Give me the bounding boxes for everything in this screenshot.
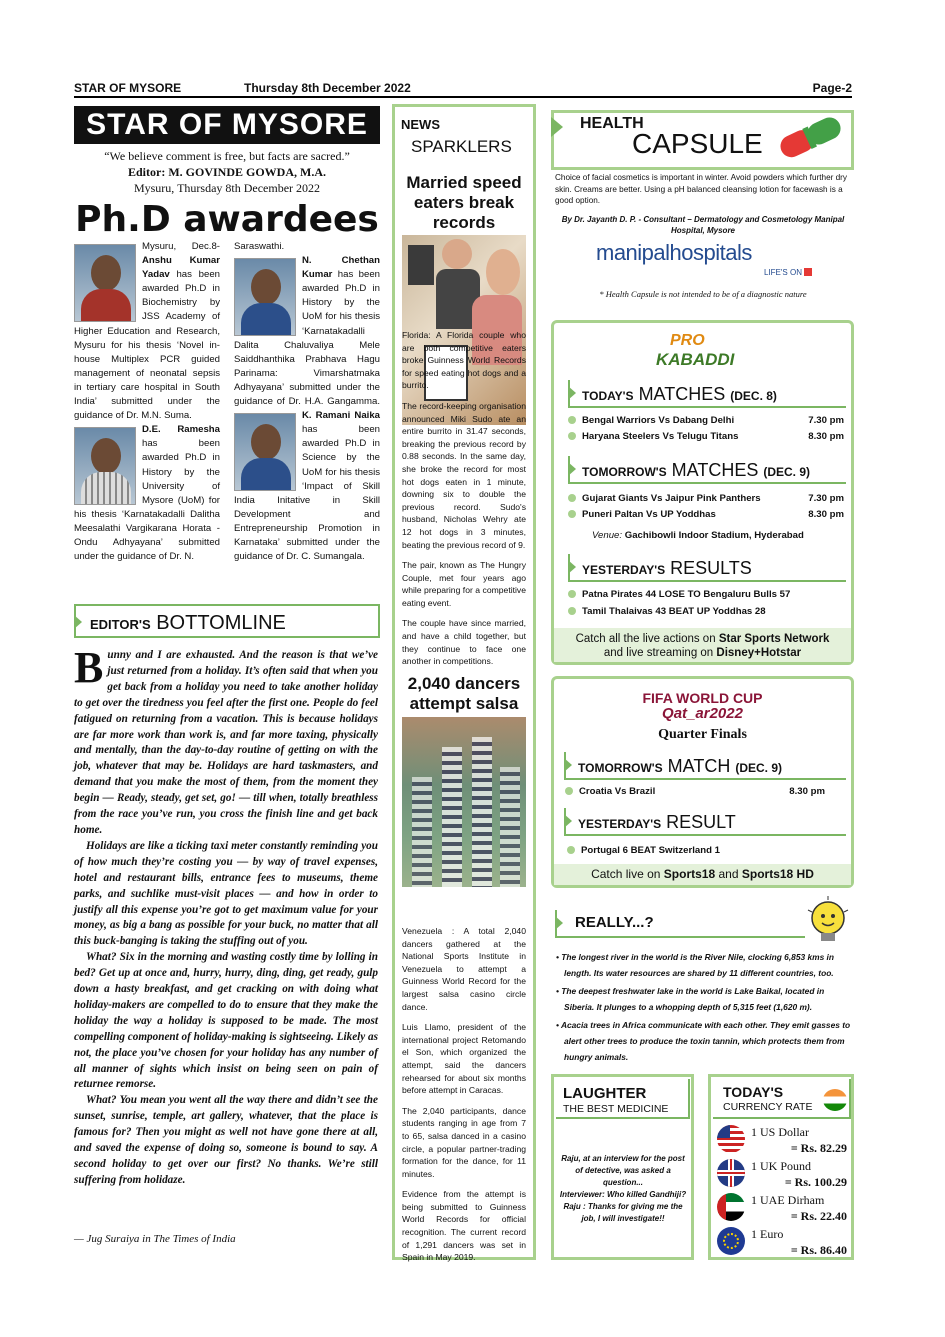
editorial-p4: What? You mean you went all the way there and didn’t see the sunset, sunrise, temple, art gallery, whatever, that the place is famous for? Then you might as well not have gone there at all, and saved the expense of doing so, someone is bound to say. A second holiday to get over our first? No thanks. We’re still suffering from holidaze. — [74, 1094, 378, 1186]
editorial-p1: unny and I are exhausted. And the reason is that we’ve just returned from a holiday. It’s often said that when you get back from a holiday you need to take another holiday to get over the tiredness you feel after the first one. People do feel fatigued on returning from a vacation. This is because holidays are far more work than work is, and far more taxing, physically and mentally, than the day-to-day routine of getting on with the job, whatever that may be. Holidays are hard taskmasters, and demand that you make the most of them, from the moment they begin — Ready, steady, get set, go! — till when, totally breathless from the race you’ve run, you cross the finish line and get back home. — [74, 649, 378, 836]
manipal-tagline: LIFE'S ON — [764, 268, 812, 277]
sparklers-head-1: NEWS — [401, 117, 440, 132]
phd-col-2 — [234, 240, 380, 564]
result-1: Patna Pirates 44 LOSE TO Bengaluru Bulls 57 — [568, 589, 790, 600]
manipal-logo: manipalhospitals — [596, 240, 752, 265]
fifa-result: Portugal 6 BEAT Switzerland 1 — [567, 845, 720, 856]
today-matches-header: TODAY'S MATCHES (DEC. 8) — [568, 380, 846, 408]
story1-title: Married speed eaters break records — [406, 173, 522, 232]
today-match-1: Bengal Warriors Vs Dabang Delhi 7.30 pm — [568, 415, 844, 426]
really-item-1: • The longest river in the world is the River Nile, clocking 6,853 kms in length. Its water resources are shared by 11 different countries, too. — [556, 952, 834, 978]
dropcap: B — [74, 643, 104, 692]
fifa-stage: Quarter Finals — [658, 727, 747, 742]
today-match-2: Haryana Steelers Vs Telugu Titans 8.30 pm — [568, 431, 844, 442]
story1-p4: The couple have since married, and have a child together, but they continue to face one another in competitions. — [402, 618, 526, 667]
health-head-2: CAPSULE — [632, 128, 763, 159]
photo-ramani — [234, 413, 296, 491]
phd-col-1 — [74, 240, 220, 564]
phd-name-4: K. Ramani Naika — [302, 410, 380, 422]
news-sparklers — [392, 104, 536, 1263]
rate-value-3: = Rs. 22.40 — [790, 1209, 847, 1223]
tomorrow-match-1: Gujarat Giants Vs Jaipur Pink Panthers 7.30 pm — [568, 493, 844, 504]
phd-text-0: Saraswathi. — [234, 241, 285, 252]
story1-body — [402, 329, 526, 676]
phd-name-3: N. Chethan Kumar — [302, 255, 380, 281]
editorial-signature: — Jug Suraiya in The Times of India — [74, 1233, 236, 1245]
photo-ramesha — [74, 427, 136, 505]
really-item-3: • Acacia trees in Africa communicate with each other. They emit gasses to alert other trees to produce the toxin tannin, which protects them from hungry animals. — [556, 1020, 851, 1062]
phd-text-3: has been awarded Ph.D in History by the UoM for his thesis ‘Karnatakadalli Dalita Chaluvaliya Mele Saiddhanthika Prabhava Hagu Parinama: Vimarshatmaka Adhyayana’ submitted under the guidance of Dr. H.A. Gangamma. — [234, 269, 380, 408]
joke: Raju, at an interview for the post of detective, was asked a question... Interviewer: Who killed Gandhiji? Raju : Thanks for giving me the job, I will investigate!! — [559, 1154, 687, 1223]
rate-value-1: = Rs. 82.29 — [790, 1141, 847, 1155]
rate-name-3: 1 UAE Dirham — [751, 1193, 825, 1207]
photo-anshu — [74, 244, 136, 322]
page-header — [74, 80, 852, 98]
triangle-icon — [74, 615, 82, 629]
eu-flag-icon — [717, 1227, 745, 1255]
story2-p2: Luis Llamo, president of the international project Retomando el Son, which organized the attempt, said the dancers rehearsed for about six months before attempt in Caracas. — [402, 1022, 526, 1096]
currency-box — [708, 1074, 854, 1260]
fifa-tomorrow-header: TOMORROW'S MATCH (DEC. 9) — [564, 752, 846, 780]
really-list — [556, 950, 852, 1068]
photo-chethan — [234, 258, 296, 336]
story1-p3: The pair, known as The Hungry Couple, met four years ago while preparing for a competitive eating event. — [402, 560, 526, 608]
phd-headline: Ph.D awardees — [75, 199, 379, 240]
story1-p2: The record-keeping organisation announced Miki Sudo ate an entire burrito in 31.47 seconds, breaking the previous record by 0.88 seconds. In the same day, she broke the record for most hot dogs eaten in 1 minute, downing six to double the previous record. Sudo's husband, Nicholas Wehry ate 12 hot dogs in 3 minutes, beating the previous record of 9. — [402, 400, 526, 550]
really-item-2: • The deepest freshwater lake in the world is Lake Baikal, located in Siberia. It plunges to a whopping depth of 5,315 feet (1,620 m). — [556, 986, 825, 1012]
kabaddi-footer: Catch all the live actions on Star Sports Network and live streaming on Disney+Hotstar — [554, 628, 851, 662]
rate-name-2: 1 UK Pound — [751, 1159, 812, 1173]
editorial-body — [74, 643, 378, 1189]
editorial-head-small: EDITOR'S — [90, 617, 151, 632]
rate-head-2: CURRENCY RATE — [723, 1101, 813, 1113]
phd-text-1: has been awarded Ph.D in Biochemistry by JSS Academy of Higher Education and Research, Mysuru for his thesis ‘Novel in-house Multiplex PCR guided management of neonatal sepsis in tertiary care hospital in South India’ submitted under the guidance of Dr. M.N. Suma. — [74, 269, 220, 422]
fifa-logo-2: Qat_ar2022 — [662, 705, 743, 722]
phd-lead: Mysuru, Dec.8- — [142, 241, 220, 252]
fifa-logo-1: FIFA WORLD CUP — [642, 690, 763, 706]
dateline: Mysuru, Thursday 8th December 2022 — [133, 181, 321, 195]
plus-icon — [804, 268, 812, 276]
header-page: Page-2 — [812, 81, 852, 95]
header-date: Thursday 8th December 2022 — [244, 81, 411, 95]
health-head-1: HEALTH — [580, 115, 644, 132]
story2-p1: Venezuela : A total 2,040 dancers gathered at the National Sports Institute in Venezuela to attempt a Guinness World Record for the largest salsa casino circle dance. — [402, 926, 526, 1012]
fifa-match: Croatia Vs Brazil 8.30 pm — [565, 786, 825, 797]
us-flag-icon — [717, 1125, 745, 1153]
result-2: Tamil Thalaivas 43 BEAT UP Yoddhas 28 — [568, 606, 766, 617]
rate-value-4: = Rs. 86.40 — [790, 1243, 847, 1257]
really-header: REALLY...? — [555, 910, 805, 938]
india-flag-icon — [823, 1089, 847, 1111]
kabaddi-logo-2: KABADDI — [656, 350, 735, 369]
capsule-icon — [770, 112, 852, 160]
tomorrow-matches-header: TOMORROW'S MATCHES (DEC. 9) — [568, 456, 846, 484]
laughter-head-1: LAUGHTER — [563, 1085, 647, 1102]
editorial-p2: Holidays are like a ticking taxi meter constantly reminding you of how much they’re costing you — by way of travel expenses, hotel and restaurant bills, entrance fees to museums, theme parks, and suchlike must-visit places — and how in order to justify all this expense you’re got to get maximum value for your money, as big a bang as possible for your buck, no matter that all this buck-banging is taking the stuffing out of you. — [74, 839, 378, 948]
photo-salsa-dancers — [402, 717, 526, 887]
laughter-head-2: THE BEST MEDICINE — [563, 1103, 669, 1115]
laughter-box — [551, 1074, 694, 1260]
uae-flag-icon — [717, 1193, 745, 1221]
header-paper: STAR OF MYSORE — [74, 81, 182, 95]
rate-name-4: 1 Euro — [751, 1227, 784, 1241]
story1-p1: Florida: A Florida couple who are both competitive eaters broke Guinness World Records for speed eating hot dogs and a burrito. — [402, 330, 526, 391]
health-note: * Health Capsule is not intended to be of a diagnostic nature — [599, 289, 807, 299]
rate-head-1: TODAY'S — [723, 1084, 784, 1100]
rate-value-2: = Rs. 100.29 — [784, 1175, 847, 1189]
editor-line: Editor: M. GOVINDE GOWDA, M.A. — [128, 165, 326, 179]
editorial-head-big: BOTTOMLINE — [156, 612, 286, 634]
story2-title: 2,040 dancers attempt salsa — [407, 674, 521, 713]
story2-p4: Evidence from the attempt is being submitted to Guinness World Records for official recognition. The current record of 1,291 dancers was set in Spain in May 2019. — [402, 1189, 526, 1263]
yesterday-results-header: YESTERDAY'S RESULTS — [568, 554, 846, 582]
tomorrow-match-2: Puneri Paltan Vs UP Yoddhas 8.30 pm — [568, 509, 844, 520]
editorial-p3: What? Six in the morning and wasting costly time by lolling in bed? Get up at once and, hurry, hurry, ding, ding, get ready, gulp down a hasty breakfast, and get cracking on with doing what holiday-makers are compelled to do to ensure that they make the holiday the way a holiday is supposed to be made. The most compelling component of holiday-making is sightseeing. Likely as not, the place you’ve chosen for your holiday has any number of all manner of sights which insist on being seen on pain of returnee remorse. — [74, 951, 378, 1091]
venue: Venue: Gachibowli Indoor Stadium, Hyderabad — [592, 530, 804, 541]
story2-p3: The 2,040 participants, dance students ranging in age from 7 to 65, salsa danced in a casino circle, a popular partner-trading formation for the dance, for 11 minutes. — [402, 1105, 526, 1179]
phd-name-1: Anshu Kumar Yadav — [142, 255, 220, 281]
sparklers-head-2: SPARKLERS — [411, 137, 512, 156]
phd-text-2: has been awarded Ph.D in History by the University of Mysore (UoM) for his thesis ‘Karnatakadalli Dalitha Meesalathi Vargikarana Horata - Ondu Adhyayana’ submitted under the guidance of Dr. N. — [74, 438, 220, 563]
fifa-yesterday-header: YESTERDAY'S RESULT — [564, 808, 846, 836]
editorial-header — [74, 604, 380, 638]
uk-flag-icon — [717, 1159, 745, 1187]
health-byline: By Dr. Jayanth D. P. - Consultant – Dermatology and Cosmetology Manipal Hospital, Mysore — [561, 215, 845, 235]
kabaddi-logo-1: PRO — [670, 332, 705, 349]
phd-text-4: has been awarded Ph.D in Science by the UoM for his thesis ‘Impact of Skill India Initative in Skill Development and Entrepreneurship Promotion in Karnataka’ submitted under the guidance of Dr. C. Sumangala. — [234, 424, 380, 563]
motto: “We believe comment is free, but facts are sacred.” — [104, 149, 350, 163]
story2-body — [402, 925, 526, 1272]
health-text: Choice of facial cosmetics is important in winter. Avoid powders which further dry skin. Creams are better. Using a pH balanced cleansing lotion for facewash is a good option. — [555, 173, 847, 205]
masthead: STAR OF MYSORE — [74, 106, 380, 144]
rate-name-1: 1 US Dollar — [751, 1125, 809, 1139]
fifa-footer: Catch live on Sports18 and Sports18 HD — [554, 864, 851, 885]
phd-name-2: D.E. Ramesha — [142, 424, 220, 436]
masthead-info — [74, 148, 380, 196]
lightbulb-icon — [806, 896, 854, 946]
